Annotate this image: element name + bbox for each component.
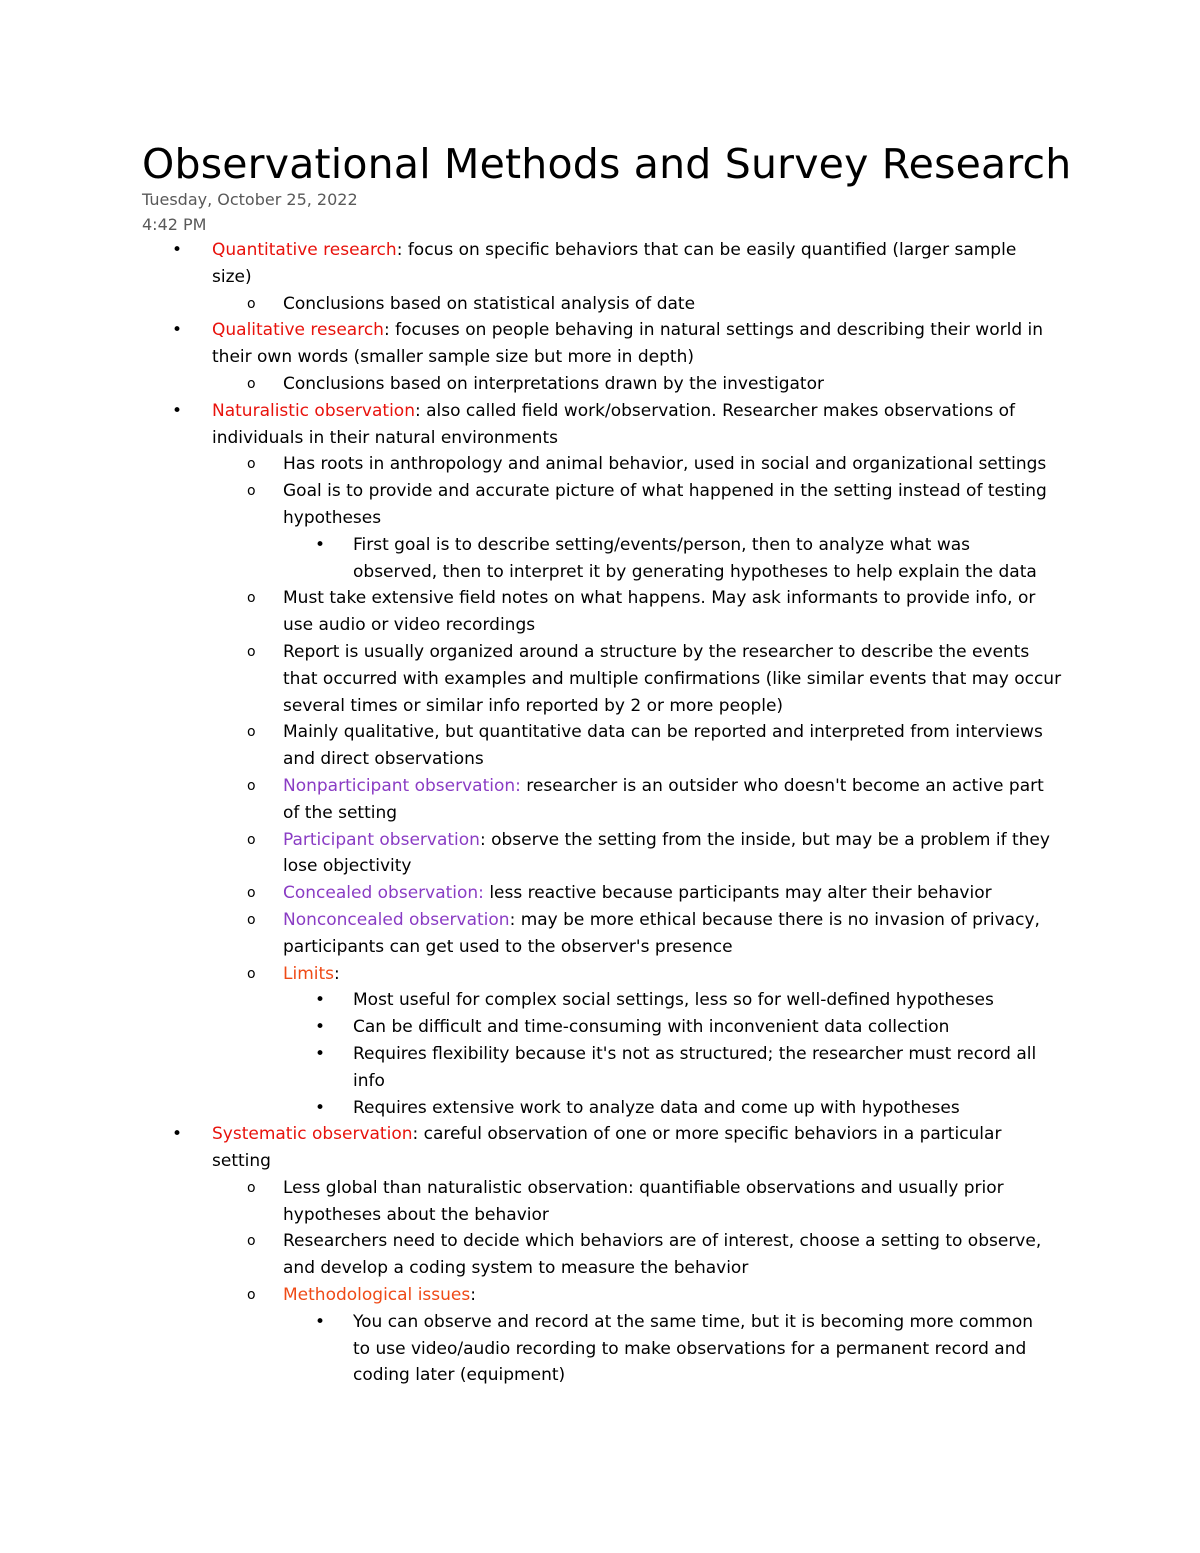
circle-bullet-icon: o — [247, 375, 256, 392]
list-item — [0, 719, 1063, 773]
circle-bullet-icon: o — [247, 777, 256, 794]
list-item — [0, 827, 1063, 881]
item-text: Less global than naturalistic observation: quantifiable observations and usually prior hypotheses about the behavior — [283, 1177, 1004, 1225]
list-item — [0, 987, 1053, 1014]
circle-bullet-icon: o — [247, 590, 256, 607]
page-title: Observational Methods and Survey Research — [142, 140, 1072, 188]
bullet-icon: • — [172, 400, 183, 421]
item-text: Most useful for complex social settings, less so for well-defined hypotheses — [353, 990, 994, 1011]
circle-bullet-icon: o — [247, 885, 256, 902]
list-item — [0, 398, 1048, 452]
circle-bullet-icon: o — [247, 295, 256, 312]
term-separator: : — [383, 320, 390, 341]
note-time: 4:42 PM — [142, 215, 207, 234]
term-separator: : — [470, 1285, 476, 1306]
circle-bullet-icon: o — [247, 911, 256, 928]
term-separator: : — [479, 829, 486, 850]
list-item — [0, 1095, 1053, 1122]
circle-bullet-icon: o — [247, 965, 256, 982]
circle-bullet-icon: o — [247, 643, 256, 660]
item-text: focus on specific behaviors that can be easily quantified (larger sample size) — [212, 240, 1017, 287]
item-text: You can observe and record at the same time, but it is becoming more common to use video/audio recording to make observations for a permanent record and coding later (equipment) — [353, 1311, 1034, 1386]
term-label: Limits — [283, 963, 334, 984]
list-item — [0, 907, 1063, 961]
circle-bullet-icon: o — [247, 1287, 256, 1304]
list-item — [0, 1228, 1063, 1282]
list-item — [0, 880, 1063, 907]
term-separator: : — [334, 963, 340, 984]
item-text: Conclusions based on interpretations drawn by the investigator — [283, 373, 824, 394]
term-label: Systematic observation — [212, 1124, 413, 1145]
circle-bullet-icon: o — [247, 831, 256, 848]
term-label: Qualitative research — [212, 320, 384, 341]
item-text: may be more ethical because there is no invasion of privacy, participants can get used to the observer's presence — [283, 909, 1040, 957]
list-item — [0, 478, 1063, 532]
item-text: careful observation of one or more specific behaviors in a particular setting — [212, 1124, 1002, 1172]
term-label: Nonparticipant observation: — [283, 775, 521, 796]
bullet-icon: • — [315, 990, 326, 1011]
circle-bullet-icon: o — [247, 1179, 256, 1196]
item-text: researcher is an outsider who doesn't become an active part of the setting — [283, 775, 1044, 823]
item-text: Conclusions based on statistical analysis of date — [283, 293, 696, 314]
notes-outline — [0, 237, 1200, 1389]
bullet-icon: • — [315, 1043, 326, 1064]
item-text: Requires flexibility because it's not as structured; the researcher must record all info — [353, 1043, 1037, 1091]
list-item — [0, 773, 1063, 827]
item-text: focuses on people behaving in natural settings and describing their world in their own words (smaller sample size but more in depth) — [212, 320, 1044, 368]
item-text: Report is usually organized around a structure by the researcher to describe the events that occurred with examples and multiple confirmations (like similar events that may occur several times or similar info reported by 2 or more people) — [283, 641, 1062, 716]
item-text: Goal is to provide and accurate picture of what happened in the setting instead of testing hypotheses — [283, 481, 1047, 528]
bullet-icon: • — [172, 320, 183, 341]
list-item — [0, 1309, 1053, 1389]
item-text: Can be difficult and time-consuming with inconvenient data collection — [353, 1017, 950, 1038]
term-separator: : — [396, 240, 403, 260]
term-separator: : — [414, 400, 421, 421]
circle-bullet-icon: o — [247, 483, 256, 500]
list-item — [0, 961, 1063, 988]
item-text: also called field work/observation. Researcher makes observations of individuals in their natural environments — [212, 400, 1016, 448]
item-text: Mainly qualitative, but quantitative data can be reported and interpreted from interviews and direct observations — [283, 722, 1043, 770]
list-item — [0, 237, 1048, 291]
term-label: Participant observation — [283, 829, 480, 850]
list-item — [0, 1014, 1053, 1041]
list-item — [0, 639, 1063, 719]
bullet-icon: • — [315, 534, 326, 555]
list-item — [0, 532, 1053, 586]
item-text: Must take extensive field notes on what happens. May ask informants to provide info, or use audio or video recordings — [283, 588, 1036, 636]
term-label: Methodological issues — [283, 1285, 471, 1306]
term-label: Quantitative research — [212, 240, 397, 260]
circle-bullet-icon: o — [247, 456, 256, 473]
term-label: Naturalistic observation — [212, 400, 415, 421]
list-item — [0, 291, 1063, 318]
bullet-icon: • — [172, 1124, 183, 1145]
circle-bullet-icon: o — [247, 1233, 256, 1250]
item-text: Researchers need to decide which behaviors are of interest, choose a setting to observe, and develop a coding system to measure the behavior — [283, 1231, 1042, 1279]
item-text: observe the setting from the inside, but may be a problem if they lose objectivity — [283, 829, 1050, 877]
item-text: Requires extensive work to analyze data and come up with hypotheses — [353, 1097, 960, 1118]
bullet-icon: • — [315, 1097, 326, 1118]
item-text: First goal is to describe setting/events/person, then to analyze what was observed, then to interpret it by generating hypotheses to help explain the data — [353, 534, 1037, 582]
bullet-icon: • — [172, 240, 183, 260]
list-item — [0, 371, 1063, 398]
term-separator: : — [509, 909, 516, 930]
bullet-icon: • — [315, 1311, 326, 1332]
list-item — [0, 1041, 1053, 1095]
list-item — [0, 1175, 1063, 1229]
note-date: Tuesday, October 25, 2022 — [142, 190, 358, 209]
term-label: Concealed observation: — [283, 883, 484, 904]
list-item — [0, 1121, 1048, 1175]
list-item — [0, 317, 1048, 371]
item-text: Has roots in anthropology and animal behavior, used in social and organizational settings — [283, 454, 1047, 475]
bullet-icon: • — [315, 1017, 326, 1038]
term-separator: : — [412, 1124, 419, 1145]
list-item — [0, 585, 1063, 639]
item-text: less reactive because participants may alter their behavior — [483, 883, 992, 904]
term-label: Nonconcealed observation — [283, 909, 510, 930]
circle-bullet-icon: o — [247, 724, 256, 741]
list-item — [0, 451, 1063, 478]
list-item — [0, 1282, 1063, 1309]
